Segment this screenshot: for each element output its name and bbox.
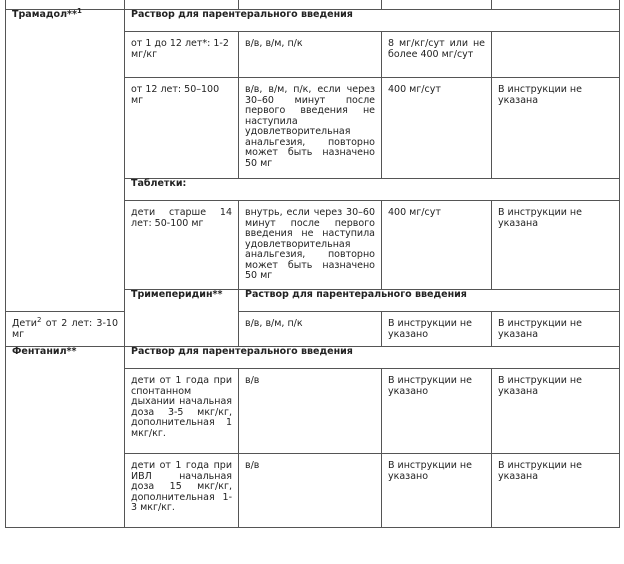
dosage-table bbox=[5, 0, 620, 528]
route-cell: в/в bbox=[239, 454, 382, 528]
table-row bbox=[6, 312, 620, 347]
max-dose-cell: 400 мг/сут bbox=[382, 78, 492, 179]
max-dose-cell: 400 мг/сут bbox=[382, 201, 492, 290]
note-cell: В инструкции не указана bbox=[492, 369, 620, 454]
age-dose-cell: дети от 1 года при ИВЛ начальная доза 15 мкг/кг, дополнительная 1-3 мкг/кг. bbox=[125, 454, 239, 528]
drug-name-tramadol: Трамадол**$^1$ bbox=[6, 10, 125, 312]
route-cell: в/в bbox=[239, 369, 382, 454]
stub-cell bbox=[382, 0, 492, 10]
section-header-parenteral: Раствор для парентерального введения bbox=[125, 10, 620, 32]
age-dose-cell: от 1 до 12 лет*: 1-2 мг/кг bbox=[125, 32, 239, 78]
section-header-tablets: Таблетки: bbox=[125, 179, 620, 201]
age-dose-cell: от 12 лет: 50–100 мг bbox=[125, 78, 239, 179]
note-cell: В инструкции не указана bbox=[492, 201, 620, 290]
route-cell: внутрь, если через 30–60 минут после первого введения не наступила удовлетворительная анальгезия, повторно может быть назначено 50 мг bbox=[239, 201, 382, 290]
table-row bbox=[6, 347, 620, 369]
section-header-parenteral: Раствор для парентерального введения bbox=[239, 290, 620, 312]
section-header-parenteral: Раствор для парентерального введения bbox=[125, 347, 620, 369]
stub-cell bbox=[492, 0, 620, 10]
route-cell: в/в, в/м, п/к, если через 30–60 минут после первого введения не наступила удовлетворительная анальгезия, повторно может быть назначено 50 мг bbox=[239, 78, 382, 179]
max-dose-cell: В инструкции не указано bbox=[382, 369, 492, 454]
route-cell: в/в, в/м, п/к bbox=[239, 32, 382, 78]
note-cell: В инструкции не указана bbox=[492, 454, 620, 528]
max-dose-cell: В инструкции не указано bbox=[382, 312, 492, 347]
max-dose-cell: В инструкции не указано bbox=[382, 454, 492, 528]
route-cell: в/в, в/м, п/к bbox=[239, 312, 382, 347]
max-dose-cell: 8 мг/кг/сут или не более 400 мг/сут bbox=[382, 32, 492, 78]
note-cell: В инструкции не указана bbox=[492, 78, 620, 179]
age-dose-cell: дети от 1 года при спонтанном дыхании начальная доза 3-5 мкг/кг, дополнительная 1 мкг/кг. bbox=[125, 369, 239, 454]
drug-name-fentanyl: Фентанил** bbox=[6, 347, 125, 528]
note-cell: В инструкции не указана bbox=[492, 312, 620, 347]
note-cell bbox=[492, 32, 620, 78]
age-dose-cell: Дети$^2$ от 2 лет: 3-10 мг bbox=[6, 312, 125, 347]
table-row bbox=[6, 10, 620, 32]
age-dose-cell: дети старше 14 лет: 50-100 мг bbox=[125, 201, 239, 290]
drug-name-trimeperidine: Тримеперидин** bbox=[125, 290, 239, 347]
